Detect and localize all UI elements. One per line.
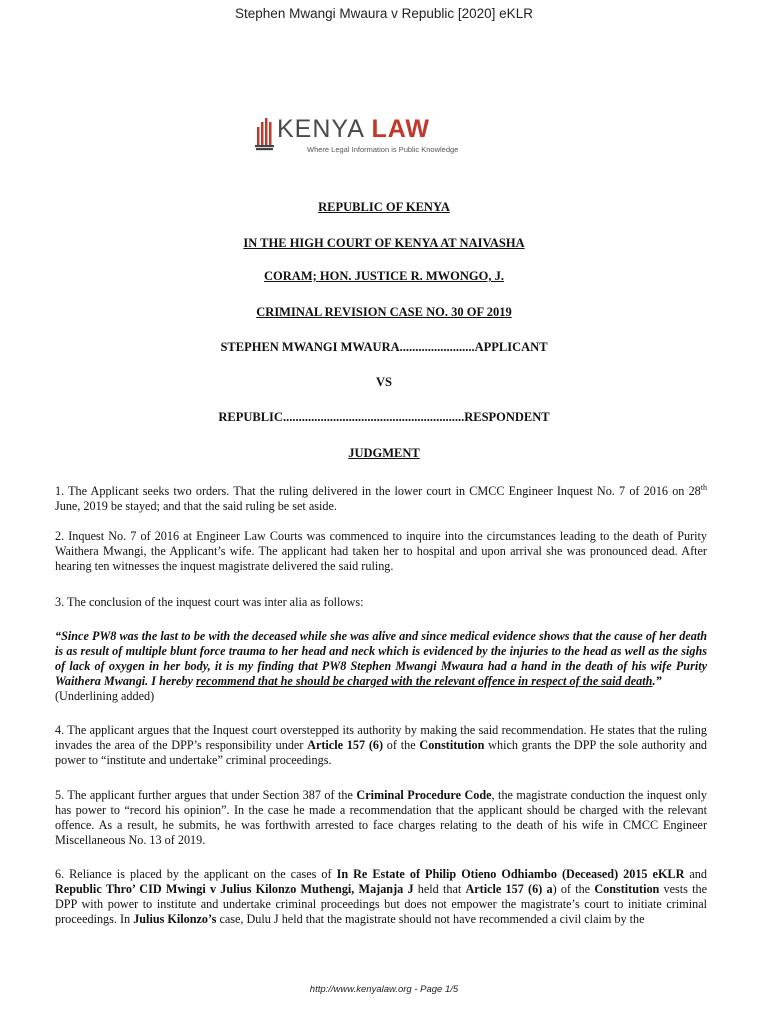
- logo-tagline: Where Legal Information is Public Knowledge: [307, 145, 459, 154]
- caption-republic: REPUBLIC OF KENYA: [318, 200, 450, 214]
- caption-court: IN THE HIGH COURT OF KENYA AT NAIVASHA: [243, 236, 525, 250]
- caption-respondent: REPUBLIC..........................................................RESPONDENT: [218, 410, 550, 424]
- paragraph-3: 3. The conclusion of the inquest court was inter alia as follows:: [55, 595, 364, 609]
- caption-judgment: JUDGMENT: [348, 446, 420, 460]
- logo-wordmark: KENYA LAW: [277, 115, 431, 143]
- underlining-note: (Underlining added): [55, 689, 155, 703]
- page-footer[interactable]: http://www.kenyalaw.org - Page 1/5: [309, 984, 459, 995]
- paragraph-4: 4. The applicant argues that the Inquest court overstepped its authority by making the said recommendation. He states that the ruling invades the area of the DPP’s responsibility under Article 157 (6) of the Constitution which grants the DPP the sole authority and power to “institute and undertake” criminal proceedings.: [55, 723, 708, 767]
- paragraph-2: 2. Inquest No. 7 of 2016 at Engineer Law Courts was commenced to inquire into the circumstances leading to the death of Purity Waithera Mwangi, the Applicant’s wife. The applicant had taken her to hospital and upon arrival she was pronounced dead. After hearing ten witnesses the inquest magistrate delivered the said ruling.: [55, 529, 707, 573]
- pillars-icon: [255, 117, 277, 151]
- quoted-finding: “Since PW8 was the last to be with the deceased while she was alive and since medical evidence shows that the cause of her death is as result of multiple blunt force trauma to her head and neck which is evidenced by the injuries to the head as well as the sighs of lack of oxygen in her body, it is my finding that PW8 Stephen Mwangi Mwaura had a hand in the death of his wife Purity Waithera Mwangi. I hereby recommend that he should be charged with the relevant offence in respect of the said death.” (Underlining added): [55, 629, 707, 703]
- caption-applicant: STEPHEN MWANGI MWAURA........................APPLICANT: [220, 340, 548, 354]
- running-header: Stephen Mwangi Mwaura v Republic [2020] eKLR: [235, 6, 533, 21]
- paragraph-1: 1. The Applicant seeks two orders. That the ruling delivered in the lower court in CMCC Engineer Inquest No. 7 of 2016 on 28th June, 2019 be stayed; and that the said ruling be set aside.: [55, 483, 707, 514]
- caption-case-number: CRIMINAL REVISION CASE NO. 30 OF 2019: [256, 305, 512, 319]
- caption-coram: CORAM; HON. JUSTICE R. MWONGO, J.: [264, 269, 504, 283]
- paragraph-5: 5. The applicant further argues that under Section 387 of the Criminal Procedure Code, the magistrate conduction the inquest only has power to “record his opinion”. In the case he made a recommendation that the applicant should be charged with the relevant offence. As a result, he submits, he was forthwith arrested to face charges relating to the death of his wife in CMCC Engineer Miscellaneous No. 13 of 2019.: [55, 788, 707, 847]
- caption-vs: VS: [376, 375, 392, 389]
- paragraph-6: 6. Reliance is placed by the applicant on the cases of In Re Estate of Philip Otieno Odhiambo (Deceased) 2015 eKLR and Republic Thro’ CID Mwingi v Julius Kilonzo Muthengi, Majanja J held that Article 157 (6) a) of the Constitution vests the DPP with power to institute and undertake criminal proceedings but does not empower the magistrate’s court to initiate criminal proceedings. In Julius Kilonzo’s case, Dulu J held that the magistrate should not have recommended a civil claim by the: [55, 867, 708, 926]
- kenya-law-logo: [255, 115, 465, 157]
